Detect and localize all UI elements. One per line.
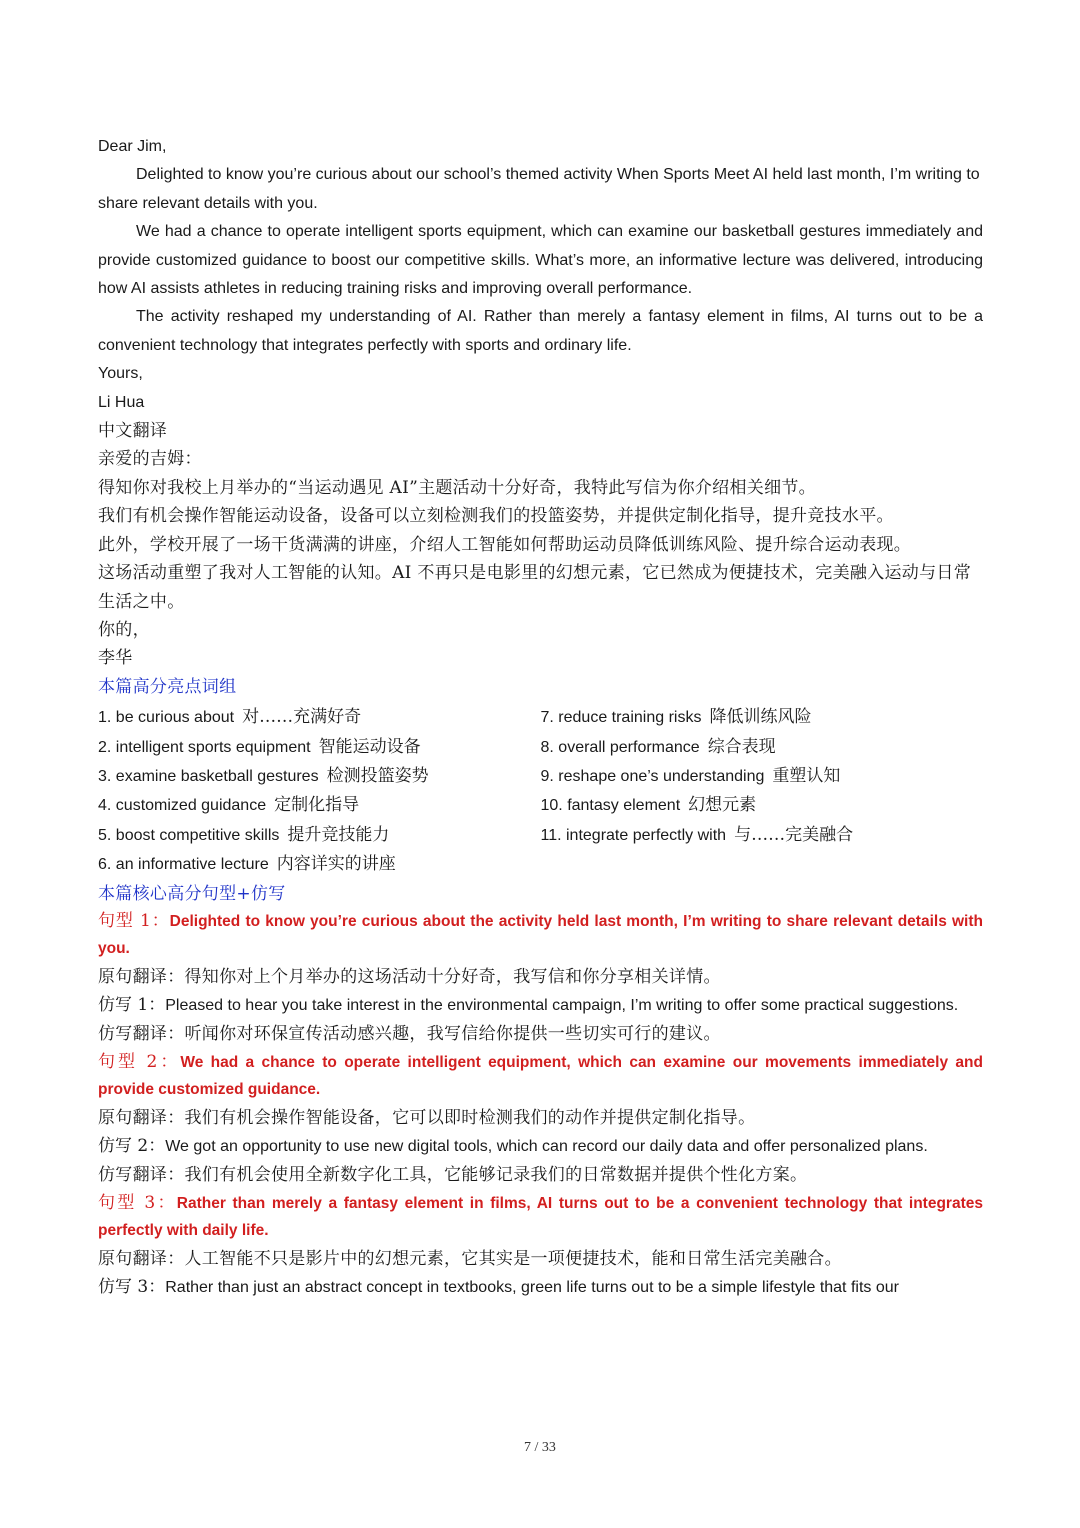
label: 仿写翻译： [98,1164,185,1185]
sentence-pattern-2 [98,1049,983,1103]
document-page [98,133,983,1301]
imitation-2 [98,1133,983,1160]
vocab-list [98,703,983,879]
vocab-item [98,762,541,791]
vocab-en: 6. an informative lecture [98,856,269,874]
vocab-zh: 内容详实的讲座 [276,854,396,875]
text: We got an opportunity to use new digital tools, which can record our daily data and offer personalized plans. [165,1137,928,1155]
imitation-translation-1 [98,1019,983,1049]
letter-salutation: Dear Jim, [98,138,167,155]
vocab-zh: 检测投篮姿势 [326,765,429,786]
vocab-en: 3. examine basketball gestures [98,767,319,785]
translation-paragraph-2: 我们有机会操作智能运动设备，设备可以立刻检测我们的投篮姿势，并提供定制化指导，提升竞技水平。 [98,506,894,527]
vocab-column-left [98,703,541,879]
text: 我们有机会操作智能设备，它可以即时检测我们的动作并提供定制化指导。 [184,1107,756,1128]
translation-paragraph-4: 这场活动重塑了我对人工智能的认知。AI 不再只是电影里的幻想元素，它已然成为便捷技术，完美融入运动与日常生活之中。 [98,563,971,612]
pattern-tag: 句型 2： [98,1051,181,1072]
vocab-zh: 智能运动设备 [318,736,421,757]
letter-paragraph-2: We had a chance to operate intelligent sports equipment, which can examine our basketball gestures immediately and provide customized guidance to boost our competitive skills. What’s more, an informative lecture was delivered, introducing how AI assists athletes in reducing training risks and improving overall performance. [98,223,983,298]
vocab-item [541,821,984,850]
vocab-zh: 提升竞技能力 [287,824,390,845]
text: 我们有机会使用全新数字化工具，它能够记录我们的日常数据并提供个性化方案。 [184,1164,808,1185]
vocab-item [98,733,541,762]
label: 仿写翻译： [98,1023,185,1044]
vocab-item [541,791,984,820]
vocab-item [541,703,984,732]
translation-heading: 中文翻译 [98,421,168,442]
text: 人工智能不只是影片中的幻想元素，它其实是一项便捷技术，能和日常生活完美融合。 [184,1248,842,1269]
original-translation-3 [98,1244,983,1274]
original-translation-2 [98,1103,983,1133]
translation-closing: 你的， [98,619,150,640]
label: 仿写 2： [98,1135,166,1156]
sentences-heading: 本篇核心高分句型+仿写 [98,883,286,904]
vocab-en: 8. overall performance [540,738,700,756]
pattern-tag: 句型 1： [98,910,170,931]
text: 得知你对上个月举办的这场活动十分好奇，我写信和你分享相关详情。 [184,966,721,987]
vocab-item [98,850,541,879]
imitation-translation-2 [98,1160,983,1190]
translation-salutation: 亲爱的吉姆： [98,449,202,470]
sentence-pattern-1 [98,908,983,962]
page-number: 7 / 33 [524,1440,556,1455]
vocab-zh: 幻想元素 [688,795,757,816]
vocab-en: 11. integrate perfectly with [540,826,727,844]
translation-paragraph-3: 此外，学校开展了一场干货满满的讲座，介绍人工智能如何帮助运动员降低训练风险、提升综合运动表现。 [98,534,912,555]
vocab-heading: 本篇高分亮点词组 [98,676,237,697]
text: Rather than just an abstract concept in textbooks, green life turns out to be a simple lifestyle that fits our [165,1278,899,1296]
vocab-zh: 降低训练风险 [709,707,812,728]
vocab-zh: 与……完美融合 [734,824,854,845]
vocab-column-right [541,703,984,879]
translation-paragraph-1: 得知你对我校上月举办的“当运动遇见 AI”主题活动十分好奇，我特此写信为你介绍相关细节。 [98,477,816,498]
imitation-1 [98,992,983,1019]
text: Pleased to hear you take interest in the environmental campaign, I’m writing to offer some practical suggestions. [165,996,959,1014]
vocab-item [98,703,541,732]
vocab-en: 5. boost competitive skills [98,826,280,844]
vocab-zh: 重塑认知 [772,765,841,786]
vocab-en: 1. be curious about [98,709,235,727]
label: 原句翻译： [98,1107,185,1128]
pattern-tag: 句型 3： [98,1192,177,1213]
vocab-item [98,791,541,820]
letter-paragraph-3: The activity reshaped my understanding of AI. Rather than merely a fantasy element in films, AI turns out to be a convenient technology that integrates perfectly with sports and ordinary life. [98,308,983,354]
vocab-en: 10. fantasy element [540,797,681,815]
pattern-text: We had a chance to operate intelligent equipment, which can examine our movements immediately and provide customized guidance. [98,1053,983,1098]
label: 仿写 1： [98,994,166,1015]
sentence-pattern-3 [98,1190,983,1244]
vocab-en: 4. customized guidance [98,797,267,815]
translation-signature: 李华 [98,648,133,669]
text: 听闻你对环保宣传活动感兴趣，我写信给你提供一些切实可行的建议。 [184,1023,721,1044]
label: 仿写 3： [98,1276,166,1297]
pattern-text: Delighted to know you’re curious about the activity held last month, I’m writing to share relevant details with you. [98,912,983,957]
vocab-zh: 综合表现 [707,736,776,757]
label: 原句翻译： [98,966,185,987]
vocab-en: 2. intelligent sports equipment [98,738,311,756]
imitation-3 [98,1274,983,1301]
vocab-item [541,762,984,791]
label: 原句翻译： [98,1248,185,1269]
letter-signature: Li Hua [98,393,145,411]
pattern-text: Rather than merely a fantasy element in films, AI turns out to be a convenient technology that integrates perfectly with daily life. [98,1194,983,1239]
vocab-en: 9. reshape one’s understanding [540,767,765,785]
vocab-item [541,733,984,762]
vocab-zh: 对……充满好奇 [242,707,362,728]
vocab-en: 7. reduce training risks [540,709,702,727]
letter-paragraph-1: Delighted to know you’re curious about our school’s themed activity When Sports Meet AI held last month, I’m writing to share relevant details with you. [98,166,980,212]
vocab-zh: 定制化指导 [274,795,360,816]
vocab-item [98,821,541,850]
original-translation-1 [98,962,983,992]
letter-closing: Yours, [98,365,143,383]
